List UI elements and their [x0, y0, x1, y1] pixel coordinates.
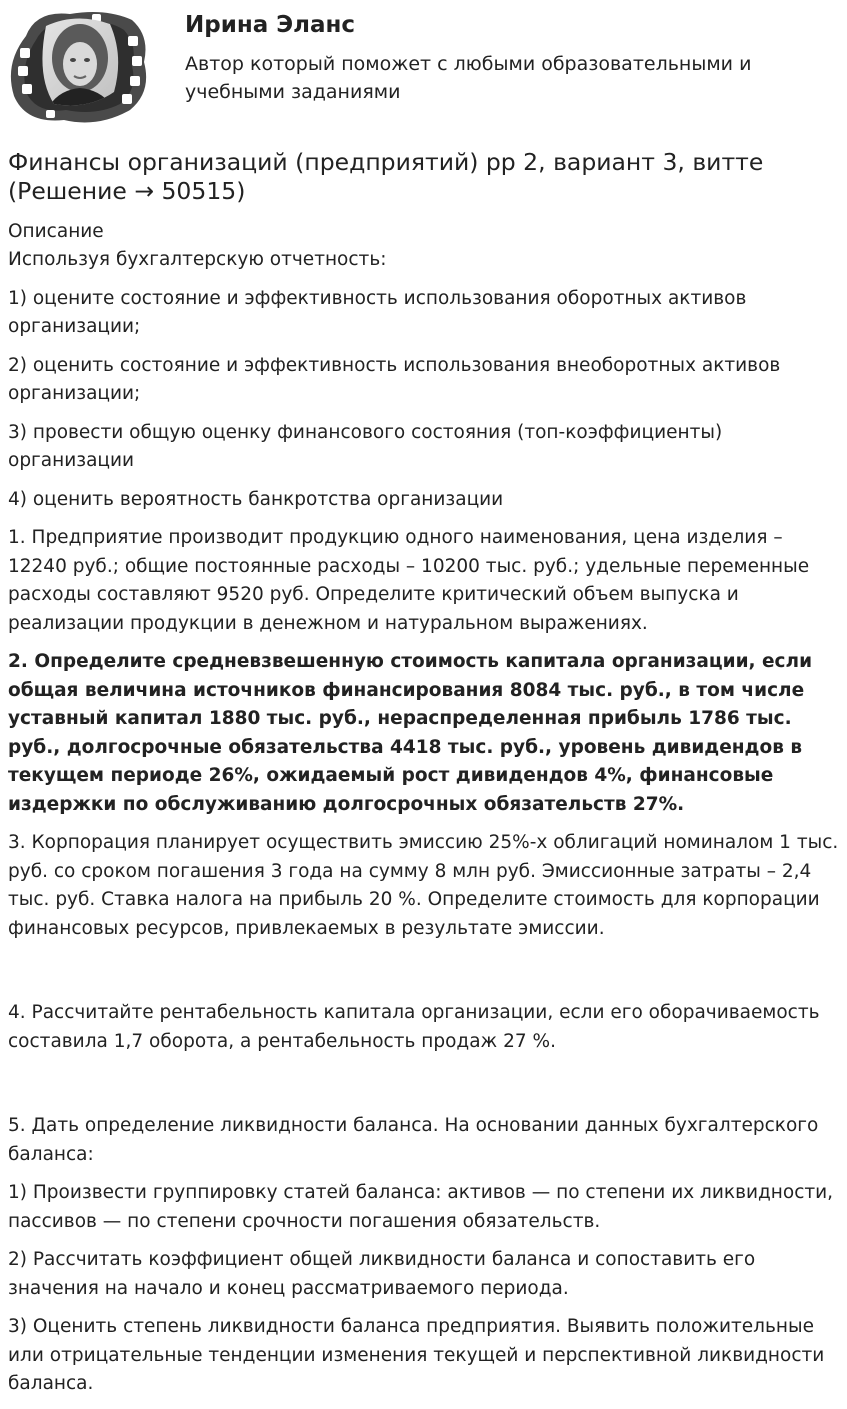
list-item: 3) провести общую оценку финансового состояния (топ-коэффициенты) организации	[8, 421, 723, 471]
task-5: 5. Дать определение ликвидности баланса. На основании данных бухгалтерского баланса:	[8, 1115, 819, 1165]
task-4: 4. Рассчитайте рентабельность капитала организации, если его оборачиваемость составила 1,7 оборота, а рентабельность продаж 27 %.	[8, 1002, 820, 1052]
author-name[interactable]: Ирина Эланс	[185, 12, 356, 38]
author-tagline: Автор который поможет с любыми образовательными и учебными заданиями	[185, 53, 752, 103]
page-title: Финансы организаций (предприятий) рр 2, вариант 3, витте (Решение → 50515)	[8, 148, 764, 205]
list-item: 2) Рассчитать коэффициент общей ликвидности баланса и сопоставить его значения на начало и конец рассматриваемого периода.	[8, 1249, 756, 1299]
intro-text: Используя бухгалтерскую отчетность:	[8, 249, 387, 270]
list-item: 1) оцените состояние и эффективность использования оборотных активов организации;	[8, 287, 747, 337]
list-item: 1) Произвести группировку статей баланса: активов — по степени их ликвидности, пассивов — по степени срочности погашения обязательств.	[8, 1182, 834, 1232]
task-content	[8, 148, 840, 1409]
author-avatar[interactable]	[6, 6, 152, 128]
list-item: 4) оценить вероятность банкротства организации	[8, 488, 504, 510]
description-label: Описание	[8, 221, 104, 242]
spacer	[8, 953, 840, 999]
list-item: 3) Оценить степень ликвидности баланса предприятия. Выявить положительные или отрицательные тенденции изменения текущей и перспективной ликвидности баланса.	[8, 1316, 825, 1394]
task-3: 3. Корпорация планирует осуществить эмиссию 25%-х облигаций номиналом 1 тыс. руб. со сроком погашения 3 года на сумму 8 млн руб. Эмиссионные затраты – 2,4 тыс. руб. Ставка налога на прибыль 20 %. Определите стоимость для корпорации финансовых ресурсов, привлекаемых в результате эмиссии.	[8, 832, 839, 939]
spacer	[8, 1066, 840, 1112]
author-card	[0, 0, 847, 140]
avatar-film-frame-image	[6, 6, 152, 128]
task-2: 2. Определите средневзвешенную стоимость капитала организации, если общая величина источников финансирования 8084 тыс. руб., в том числе уставный капитал 1880 тыс. руб., нераспределенная прибыль 1786 тыс. руб., долгосрочные обязательства 4418 тыс. руб., уровень дивидендов в текущем периоде 26%, ожидаемый рост дивидендов 4%, финансовые издержки по обслуживанию долгосрочных обязательств 27%.	[8, 651, 813, 815]
list-item: 2) оценить состояние и эффективность использования внеоборотных активов организации;	[8, 354, 781, 404]
task-1: 1. Предприятие производит продукцию одного наименования, цена изделия – 12240 руб.; общие постоянные расходы – 10200 тыс. руб.; удельные переменные расходы составляют 9520 руб. Определите критический объем выпуска и реализации продукции в денежном и натуральном выражениях.	[8, 527, 810, 634]
